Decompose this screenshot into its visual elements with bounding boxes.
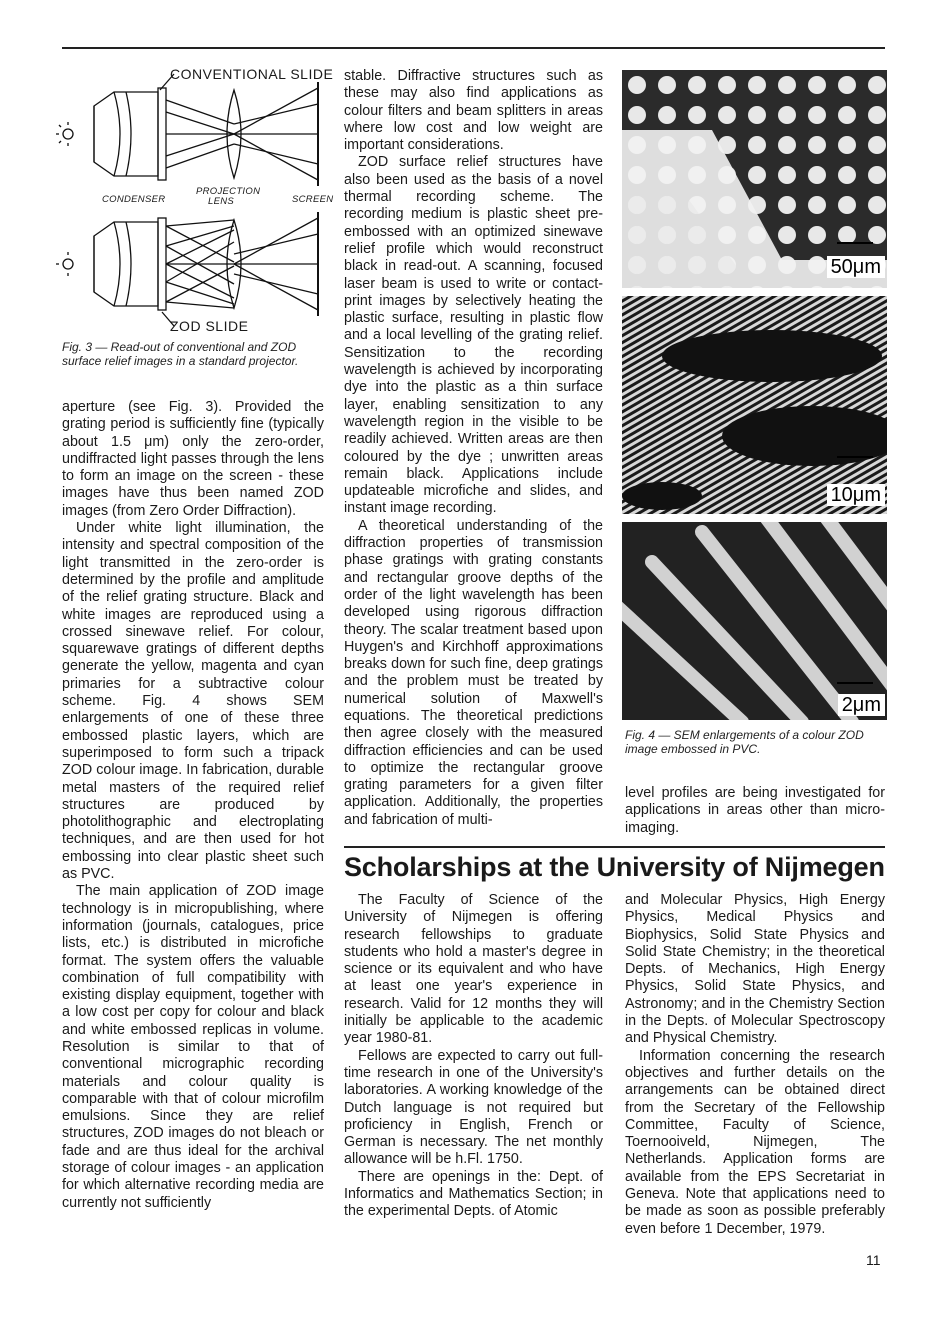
- scholarships-column-right: [625, 892, 885, 1238]
- col1-paragraph-1: aperture (see Fig. 3). Provided the grating period is sufficiently fine (typically about 1.5 μm) only the zero-order, undiffracted light passes through the lens to form an image on the screen - these images have thus been named ZOD images (from Zero Order Diffraction).: [62, 399, 324, 519]
- col2-paragraph-2: ZOD surface relief structures have also been used as the basis of a novel thermal recording scheme. The recording medium is plastic sheet pre-embossed with an optimized sinewave relief profile which would reconstruct black in read-out. A scanning, focused laser beam is used to write or contact-print images by selectively heating the plastic surface, resulting in plastic flow and a local levelling of the grating relief. Sensitization to the recording wavelength is achieved by incorporating dye into the plastic as a thin surface layer, enabling sensitization to any wavelength region in the visible to be readily achieved. Written areas are then coloured by the dye ; unwritten areas remain black. Applications include updateable microfiche and slides, and instant image recording.: [344, 154, 603, 517]
- lens-label: LENS: [208, 196, 235, 207]
- figure-4-caption: Fig. 4 — SEM enlargements of a colour ZOD image embossed in PVC.: [625, 728, 864, 756]
- scholarships-right-paragraph-2: Information concerning the research objectives and further details on the arrangements can be obtained direct from the Secretary of the Fellowship Committee, Faculty of Science, Toernooiveld, Nijmegen, The Netherlands. Application forms are available from the EPS Secretariat in Geneva. Note that applications need to be made as soon as possible preferably even before 1 December, 1979.: [625, 1047, 885, 1237]
- projection-label: PROJECTION: [196, 186, 261, 197]
- col3-paragraph-1: level profiles are being investigated for applications in areas other than micro-imaging.: [625, 785, 885, 836]
- scholarships-left-paragraph-2: Fellows are expected to carry out full-time research in one of the University's laboratories. A working knowledge of the Dutch language is not required but proficiency in English, French or German is necessary. The net monthly allowance will be h.Fl. 1750.: [344, 1047, 603, 1168]
- scholarships-right-paragraph-1: and Molecular Physics, High Energy Physics, Medical Physics and Biophysics, Solid State Physics and Solid State Chemistry; in the theoretical Depts. of Mechanics, High Energy Physics, Solid State Physics, and Astronomy; and in the Chemistry Section in the Depts. of Molecular Spectroscopy and Physical Chemistry.: [625, 892, 885, 1047]
- scale-bar-50um: [837, 242, 873, 244]
- conventional-slide-label: CONVENTIONAL SLIDE: [170, 66, 334, 82]
- screen-label: SCREEN: [292, 194, 334, 205]
- figure-3-diagram: [56, 62, 338, 340]
- col1-paragraph-2: Under white light illumination, the intensity and spectral composition of the light transmitted in the zero-order is determined by the profile and amplitude of the relief grating structure. Black and white images are reproduced using a crossed sinewave relief. For colour, squarewave gratings of different depths generate the yellow, magenta and cyan primaries for a subtractive colour scheme. Fig. 4 shows SEM enlargements of one of these three embossed plastic layers, which are superimposed to form such a tripack ZOD colour image. In fabrication, durable metal masters of the required relief structures are produced by photolithographic and electroplating techniques, and are then used for hot embossing into clear plastic sheet such as PVC.: [62, 520, 324, 883]
- zod-slide-label: ZOD SLIDE: [170, 318, 249, 334]
- col1-paragraph-3: The main application of ZOD image technology is in micropublishing, where information (journals, catalogues, price lists, etc.) is distributed in microfiche format. The system offers the valuable combination of full compatibility with existing display equipment, together with a low cost per copy for colour and black and white embossed replicas in volume. Resolution is similar to that of conventional micrographic recording materials and colour quality is comparable with that of colour microfilm emulsions. Since they are relief structures, ZOD images do not bleach or fade and are thus ideal for the archival storage of colour images - an application for which alternative recording media are currently not sufficiently: [62, 883, 324, 1211]
- condenser-label: CONDENSER: [102, 194, 166, 205]
- section-rule: [344, 846, 885, 848]
- col2-paragraph-3: A theoretical understanding of the diffraction properties of transmission phase gratings with grating constants and rectangular groove depths of the order of the light wavelength has been developed using rigorous diffraction theory. The scalar treatment based upon Huygen's and Kirchhoff approximations breaks down for such fine, deep gratings and the problem must be treated by numerical solution of Maxwell's equations. The theoretical predictions then agree closely with the measured diffraction efficiencies and can be used to optimize the rectangular groove grating parameters for a given filter application. Additionally, the properties and fabrication of multi-: [344, 517, 603, 828]
- scale-label-50um: 50μm: [827, 256, 885, 278]
- article-column-1: [62, 399, 324, 1212]
- article-column-2: [344, 68, 603, 829]
- scale-bar-2um: [837, 682, 873, 684]
- scale-label-10um: 10μm: [827, 484, 885, 506]
- figure-3-caption: Fig. 3 — Read-out of conventional and ZOD surface relief images in a standard projector.: [62, 340, 299, 368]
- page-number: 11: [866, 1252, 881, 1268]
- sem-photo-2um: [622, 522, 887, 720]
- scholarships-left-paragraph-3: There are openings in the: Dept. of Informatics and Mathematics Section; in the experimental Depts. of Atomic: [344, 1168, 603, 1220]
- col2-paragraph-1: stable. Diffractive structures such as these may also find applications as colour filters and beam splitters in areas where low cost and low weight are important considerations.: [344, 68, 603, 154]
- sem-photo-50um: [622, 70, 887, 288]
- scholarships-left-paragraph-1: The Faculty of Science of the University of Nijmegen is offering research fellowships to graduate students who hold a master's degree in science or its equivalent and who have at least one year's experience in research. Valid for 12 months they will initially be applicable to the academic year 1980-81.: [344, 892, 603, 1047]
- sem-photo-10um: [622, 296, 887, 514]
- sem-ridges-pattern: [622, 296, 887, 514]
- scholarships-headline: Scholarships at the University of Nijmegen: [344, 852, 885, 882]
- top-rule: [62, 47, 885, 49]
- sem-fibers-pattern: [622, 522, 887, 720]
- scholarships-column-left: [344, 892, 603, 1221]
- scale-bar-10um: [837, 456, 873, 458]
- article-column-3: [625, 785, 885, 837]
- scale-label-2um: 2μm: [838, 694, 885, 716]
